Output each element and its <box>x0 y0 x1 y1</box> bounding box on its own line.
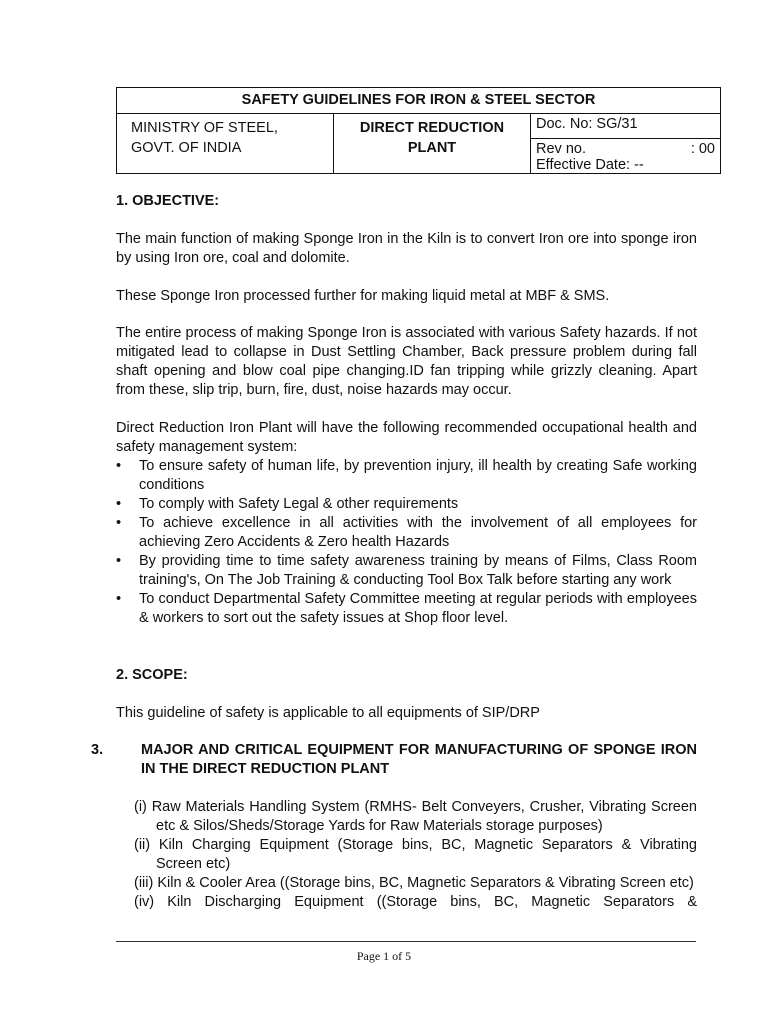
equipment-list-wrap <box>116 798 697 912</box>
bullet-text: To conduct Departmental Safety Committee meeting at regular periods with employees & workers to sort out the safety issues at Shop floor level. <box>139 591 697 626</box>
footer-divider <box>116 941 696 942</box>
plant-line-1: DIRECT REDUCTION <box>359 120 505 136</box>
doc-number: Doc. No: SG/31 <box>531 114 721 139</box>
objective-para-4-wrap <box>116 419 697 628</box>
objective-paragraph-3: The entire process of making Sponge Iron is associated with various Safety hazards. If not mitigated lead to collapse in Dust Settling Chamber, Back pressure problem during fall shaft opening and blow coal pipe changing.ID fan tripping while grizzly cleaning. Apart from these, slip trip, burn, fire, dust, noise hazards may occur. <box>116 325 697 398</box>
bullet-text: By providing time to time safety awareness training by means of Films, Class Room training's, On The Job Training & conducting Tool Box Talk before starting any work <box>139 553 697 588</box>
section-number: 3. <box>91 742 104 758</box>
bullet-text: To ensure safety of human life, by prevention injury, ill health by creating Safe working conditions <box>139 458 697 493</box>
rev-label: Rev no. <box>536 141 586 157</box>
ministry-line-1: MINISTRY OF STEEL, <box>131 120 278 136</box>
list-item: (iii) Kiln & Cooler Area ((Storage bins, BC, Magnetic Separators & Vibrating Screen etc) <box>134 875 694 891</box>
objective-paragraph-2: These Sponge Iron processed further for making liquid metal at MBF & SMS. <box>116 288 610 304</box>
list-item: (iv) Kiln Discharging Equipment ((Storage bins, BC, Magnetic Separators & <box>134 894 697 910</box>
section-heading-scope: 2. SCOPE: <box>116 667 188 683</box>
scope-paragraph: This guideline of safety is applicable to all equipments of SIP/DRP <box>116 705 540 721</box>
list-item <box>116 552 697 590</box>
bullet-icon: • <box>116 591 122 607</box>
section-heading-equipment <box>91 741 697 779</box>
section-objective <box>116 192 697 211</box>
objective-para-1-wrap <box>116 230 697 268</box>
section-equipment <box>91 741 697 779</box>
list-item <box>116 590 697 628</box>
list-item <box>116 495 697 514</box>
list-item <box>116 514 697 552</box>
rev-value: : 00 <box>690 141 715 157</box>
section-scope <box>116 666 697 685</box>
bullet-text: To achieve excellence in all activities with the involvement of all employees for achieving Zero Accidents & Zero health Hazards <box>139 515 697 550</box>
objective-paragraph-4: Direct Reduction Iron Plant will have the following recommended occupational health and safety management system: <box>116 420 697 455</box>
bullet-icon: • <box>116 458 122 474</box>
plant-cell <box>334 114 531 174</box>
page-number: Page 1 of 5 <box>356 949 412 963</box>
section-heading-text: MAJOR AND CRITICAL EQUIPMENT FOR MANUFACTURING OF SPONGE IRON IN THE DIRECT REDUCTION PLANT <box>141 742 697 777</box>
scope-para-wrap <box>116 704 697 723</box>
bullet-icon: • <box>116 553 122 569</box>
objective-bullet-list <box>116 457 697 628</box>
list-item: (ii) Kiln Charging Equipment (Storage bins, BC, Magnetic Separators & Vibrating Screen etc) <box>134 837 697 872</box>
bullet-icon: • <box>116 515 122 531</box>
list-item <box>116 457 697 495</box>
bullet-text: To comply with Safety Legal & other requirements <box>139 496 459 512</box>
objective-paragraph-1: The main function of making Sponge Iron in the Kiln is to convert Iron ore into sponge iron by using Iron ore, coal and dolomite. <box>116 231 697 266</box>
plant-line-2: PLANT <box>407 140 457 156</box>
document-title: SAFETY GUIDELINES FOR IRON & STEEL SECTOR <box>117 88 721 114</box>
list-item: (i) Raw Materials Handling System (RMHS- Belt Conveyers, Crusher, Vibrating Screen etc & Silos/Sheds/Storage Yards for Raw Materials storage purposes) <box>134 799 697 834</box>
objective-para-3-wrap <box>116 324 697 400</box>
effective-date: Effective Date: -- <box>536 157 644 173</box>
ministry-cell <box>117 114 334 174</box>
bullet-icon: • <box>116 496 122 512</box>
revision-cell <box>531 139 721 174</box>
objective-para-2-wrap <box>116 287 697 306</box>
equipment-list <box>116 798 697 912</box>
section-heading-objective: 1. OBJECTIVE: <box>116 193 220 209</box>
ministry-line-2: GOVT. OF INDIA <box>131 140 242 156</box>
document-header-table <box>116 87 721 174</box>
